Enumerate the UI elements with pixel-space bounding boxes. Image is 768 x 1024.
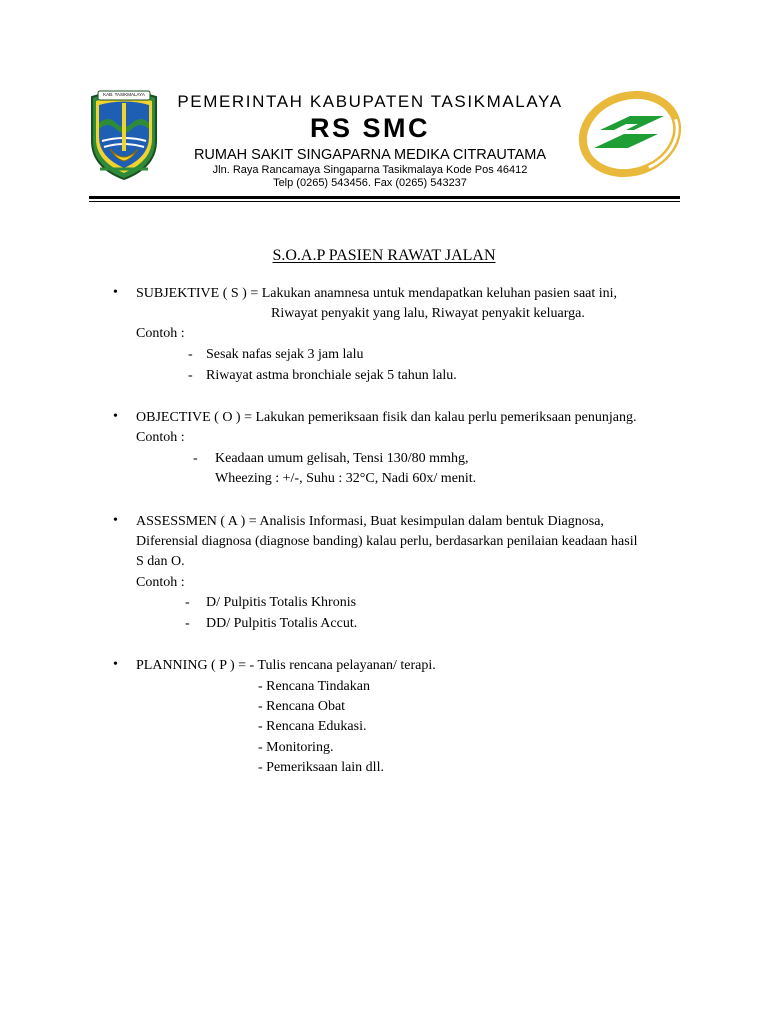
planning-line1: PLANNING ( P ) = - Tulis rencana pelayanan/ terapi. [136, 658, 436, 673]
subjective-line2: Riwayat penyakit yang lalu, Riwayat penyakit keluarga. [271, 306, 585, 321]
assessment-line3: S dan O. [136, 554, 185, 569]
objective-item-line2: Wheezing : +/-, Suhu : 32°C, Nadi 60x/ menit. [215, 471, 477, 486]
assessment-line2: Diferensial diagnosa (diagnose banding) kalau perlu, berdasarkan penilaian keadaan hasil [136, 534, 638, 549]
document-title: S.O.A.P PASIEN RAWAT JALAN [272, 247, 496, 264]
planning-item: - Rencana Tindakan [258, 679, 370, 694]
hospital-phone: Telp (0265) 543456. Fax (0265) 543237 [273, 177, 467, 189]
planning-item: - Monitoring. [258, 740, 334, 755]
assessment-example-label: Contoh : [136, 575, 185, 590]
assessment-item: DD/ Pulpitis Totalis Accut. [206, 616, 358, 631]
hospital-address: Jln. Raya Rancamaya Singaparna Tasikmalaya Kode Pos 46412 [212, 164, 528, 176]
objective-item-line1: Keadaan umum gelisah, Tensi 130/80 mmhg, [215, 451, 469, 466]
planning-item: - Pemeriksaan lain dll. [258, 760, 384, 775]
planning-item: - Rencana Obat [258, 699, 346, 714]
header-rule-thick [89, 196, 680, 199]
list-dash: - [185, 616, 190, 631]
subjective-item: Sesak nafas sejak 3 jam lalu [206, 347, 364, 362]
bullet-subjective: • [113, 285, 118, 300]
planning-item: - Rencana Edukasi. [258, 719, 367, 734]
crest-banner-text: KAB. TASIKMALAYA [103, 92, 145, 97]
kabupaten-crest-logo [86, 89, 162, 181]
rs-smc-logo [578, 90, 682, 178]
bullet-assessment: • [113, 513, 118, 528]
subjective-example-label: Contoh : [136, 326, 185, 341]
list-dash: - [188, 347, 193, 362]
assessment-item: D/ Pulpitis Totalis Khronis [206, 595, 357, 610]
hospital-full-name: RUMAH SAKIT SINGAPARNA MEDIKA CITRAUTAMA [193, 147, 547, 163]
bullet-planning: • [113, 657, 118, 672]
list-dash: - [188, 368, 193, 383]
subjective-line1: SUBJEKTIVE ( S ) = Lakukan anamnesa untuk mendapatkan keluhan pasien saat ini, [136, 286, 618, 301]
subjective-item: Riwayat astma bronchiale sejak 5 tahun lalu. [206, 368, 457, 383]
list-dash: - [193, 451, 198, 466]
header-rule-thin [89, 201, 680, 202]
government-name: PEMERINTAH KABUPATEN TASIKMALAYA [177, 92, 563, 111]
bullet-objective: • [113, 409, 118, 424]
list-dash: - [185, 595, 190, 610]
hospital-short-name: RS SMC [309, 113, 430, 143]
assessment-line1: ASSESSMEN ( A ) = Analisis Informasi, Buat kesimpulan dalam bentuk Diagnosa, [136, 514, 604, 529]
objective-line1: OBJECTIVE ( O ) = Lakukan pemeriksaan fisik dan kalau perlu pemeriksaan penunjang. [136, 410, 637, 425]
objective-example-label: Contoh : [136, 430, 185, 445]
